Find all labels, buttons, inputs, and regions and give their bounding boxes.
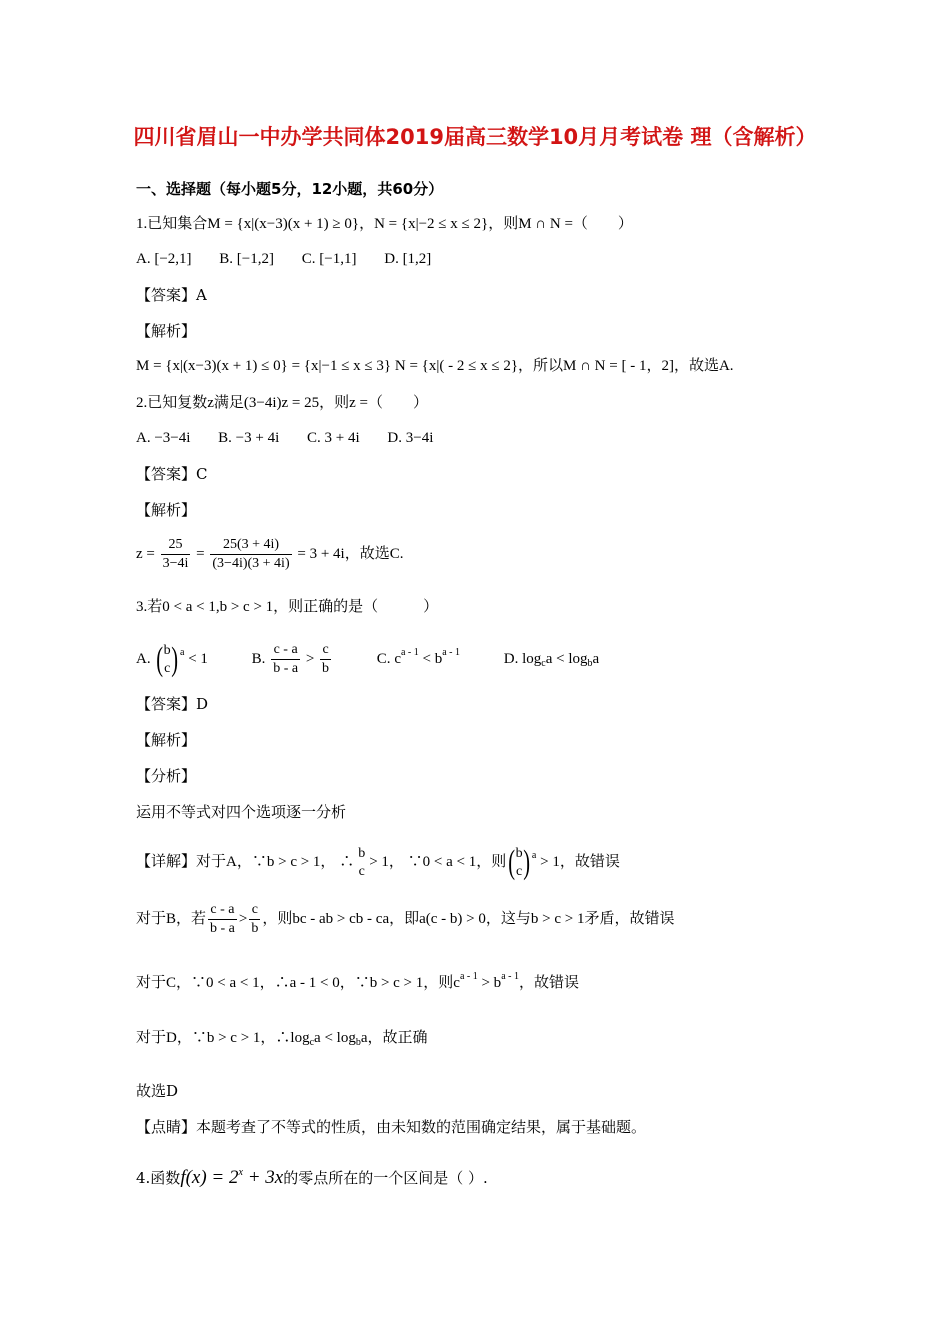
analysis-2-label: 【解析】 — [136, 501, 197, 519]
dianjing: 【点睛】本题考查了不等式的性质，由未知数的范围确定结果，属于基础题。 — [136, 1118, 647, 1136]
answer-1: 【答案】A — [136, 286, 207, 304]
question-2-options — [136, 427, 457, 449]
option-a: A. [−2,1] — [136, 251, 192, 267]
option-d: D. [1,2] — [384, 251, 432, 267]
analysis-1-text: M = {x|(x−3)(x + 1) ≤ 0} = {x|−1 ≤ x ≤ 3} N = {x|( - 2 ≤ x ≤ 2}，所以M ∩ N = [ - 1，2]，故选A. — [136, 358, 734, 374]
analysis-2-solution: z = $\frac{25}{3-4i}$ = $\frac{25(3 + 4i)}{(3-4i)(3 + 4i)}$ = 3 + 4i，故选C. — [136, 537, 404, 572]
option-b: B. $\frac{c - a}{b - a}$ > $\frac{c}{b}$ — [251, 642, 330, 677]
option-b: B. [−1,2] — [219, 251, 275, 267]
option-d: D. $\log_ca < \log_ba$ — [503, 651, 600, 669]
fenxi-label: 【分析】 — [136, 767, 197, 785]
option-c: C. [−1,1] — [301, 251, 357, 267]
option-d: D. 3−4i — [387, 430, 434, 446]
option-a: A. −3−4i — [136, 430, 191, 446]
analysis-1-label: 【解析】 — [136, 322, 197, 340]
answer-3: 【答案】D — [136, 695, 209, 713]
section-heading: 一、选择题（每小题5分，12小题，共60分） — [136, 180, 444, 198]
function-formula: $f(x) = 2^x + 3x$ — [180, 1167, 284, 1188]
detail-line-c: 对于C，∵0 < a < 1，∴a - 1 < 0，∵b > c > 1，则$c^{a - 1} > b^{a - 1}$，故错误 — [136, 971, 579, 991]
answer-2: 【答案】C — [136, 465, 208, 483]
question-4-stem: 4.函数$f(x) = 2^x + 3x$的零点所在的一个区间是（ ）. — [136, 1167, 488, 1188]
question-1-options — [136, 248, 455, 270]
option-c: C. $c^{a - 1} < b^{a - 1}$ — [376, 647, 461, 667]
detail-line-b: 对于B，若 $\frac{c - a}{b - a}$ > $\frac{c}{b}$ ，则bc - ab > cb - ca，即a(c - b) > 0，这与b > c > 1矛盾，故错误 — [136, 902, 675, 937]
question-3-options — [136, 631, 599, 686]
option-c: C. 3 + 4i — [307, 430, 360, 446]
analysis-3-label: 【解析】 — [136, 731, 197, 749]
fenxi-text: 运用不等式对四个选项逐一分析 — [136, 803, 347, 821]
question-2-stem: 2.已知复数z满足(3−4i)z = 25，则z =（ ） — [136, 395, 429, 411]
option-a: A. ( b c ) $^a$ < 1 — [136, 640, 208, 678]
fraction: $\frac{25(3 + 4i)}{(3-4i)(3 + 4i)}$ — [212, 537, 290, 572]
question-1-stem: 1.已知集合M = {x|(x−3)(x + 1) ≥ 0}，N = {x|−2 ≤ x ≤ 2}，则M ∩ N =（ ） — [136, 216, 633, 232]
document-title: 四川省眉山一中办学共同体2019届高三数学10月月考试卷 理（含解析） — [133, 125, 817, 149]
conclusion: 故选D — [136, 1082, 179, 1100]
detail-line-a: 【详解】对于A，∵b > c > 1， ∴ b c > 1， ∵0 < a < 1，则( b c ) $^a$ > 1，故错误 — [136, 843, 620, 881]
question-3-stem: 3.若0 < a < 1,b > c > 1，则正确的是（ ） — [136, 599, 439, 615]
option-b: B. −3 + 4i — [218, 430, 280, 446]
fraction: $\frac{25}{3-4i}$ — [162, 537, 189, 572]
detail-line-d: 对于D，∵b > c > 1，$\therefore\log_ca < \log_ba$，故正确 — [136, 1030, 428, 1048]
